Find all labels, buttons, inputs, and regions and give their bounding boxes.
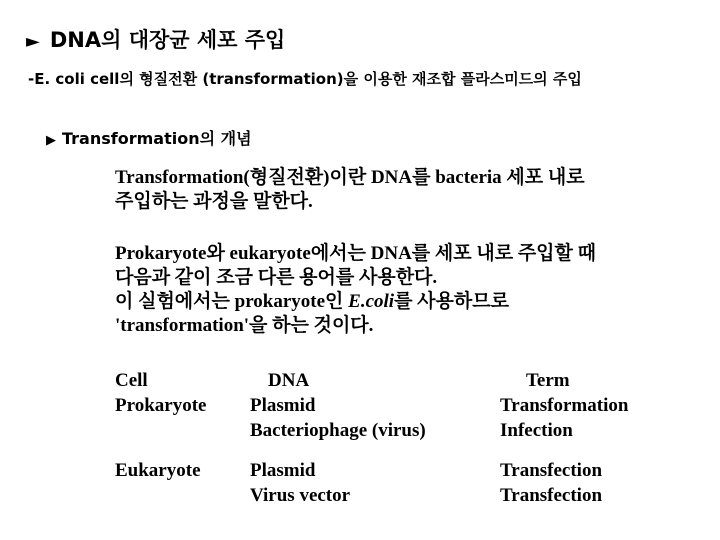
title-arrow-icon: ►	[26, 31, 40, 52]
cell-type: Prokaryote	[115, 395, 207, 416]
term-name: Transformation	[500, 395, 629, 416]
subheading-text: Transformation의 개념	[62, 129, 252, 148]
slide-title	[26, 24, 285, 54]
definition-line-2: 주입하는 과정을 말한다.	[115, 191, 313, 212]
term-name: Transfection	[500, 485, 603, 506]
header-dna: DNA	[268, 370, 310, 391]
ecoli-italic: E.coli	[348, 291, 395, 312]
table-row	[115, 458, 700, 483]
header-cell: Cell	[115, 370, 148, 391]
terminology-line-3-pre: 이 실험에서는 prokaryote인	[115, 291, 349, 312]
title-text: DNA의 대장균 세포 주입	[49, 28, 286, 52]
definition-paragraph	[115, 166, 710, 214]
cell-type	[115, 483, 250, 508]
subheading-arrow-icon: ▶	[46, 133, 56, 148]
table-row	[115, 483, 700, 508]
section-heading	[46, 126, 252, 149]
terminology-paragraph	[115, 242, 710, 338]
terminology-line-3	[115, 290, 710, 314]
term-name: Infection	[500, 420, 573, 441]
header-term: Term	[526, 370, 570, 391]
terminology-line-2: 다음과 같이 조금 다른 용어를 사용한다.	[115, 267, 438, 288]
term-name: Transfection	[500, 460, 603, 481]
definition-line-1: Transformation(형질전환)이란 DNA를 bacteria 세포 내로	[115, 167, 585, 188]
table-row	[115, 393, 700, 418]
table-row	[115, 418, 700, 443]
terminology-line-3-post: 를 사용하므로	[394, 291, 509, 312]
dna-type: Virus vector	[250, 485, 351, 506]
slide-subtitle: -E. coli cell의 형질전환 (transformation)을 이용한 재조합 플라스미드의 주입	[28, 70, 582, 88]
dna-type: Plasmid	[250, 395, 316, 416]
terminology-line-1: Prokaryote와 eukaryote에서는 DNA를 세포 내로 주입할 때	[115, 243, 596, 264]
term-table	[115, 368, 700, 508]
dna-type: Bacteriophage (virus)	[250, 420, 426, 441]
cell-type	[115, 418, 250, 443]
terminology-line-4: 'transformation'을 하는 것이다.	[115, 315, 374, 336]
dna-type: Plasmid	[250, 460, 316, 481]
table-header-row	[115, 368, 700, 393]
table-gap	[115, 443, 700, 458]
cell-type: Eukaryote	[115, 460, 201, 481]
